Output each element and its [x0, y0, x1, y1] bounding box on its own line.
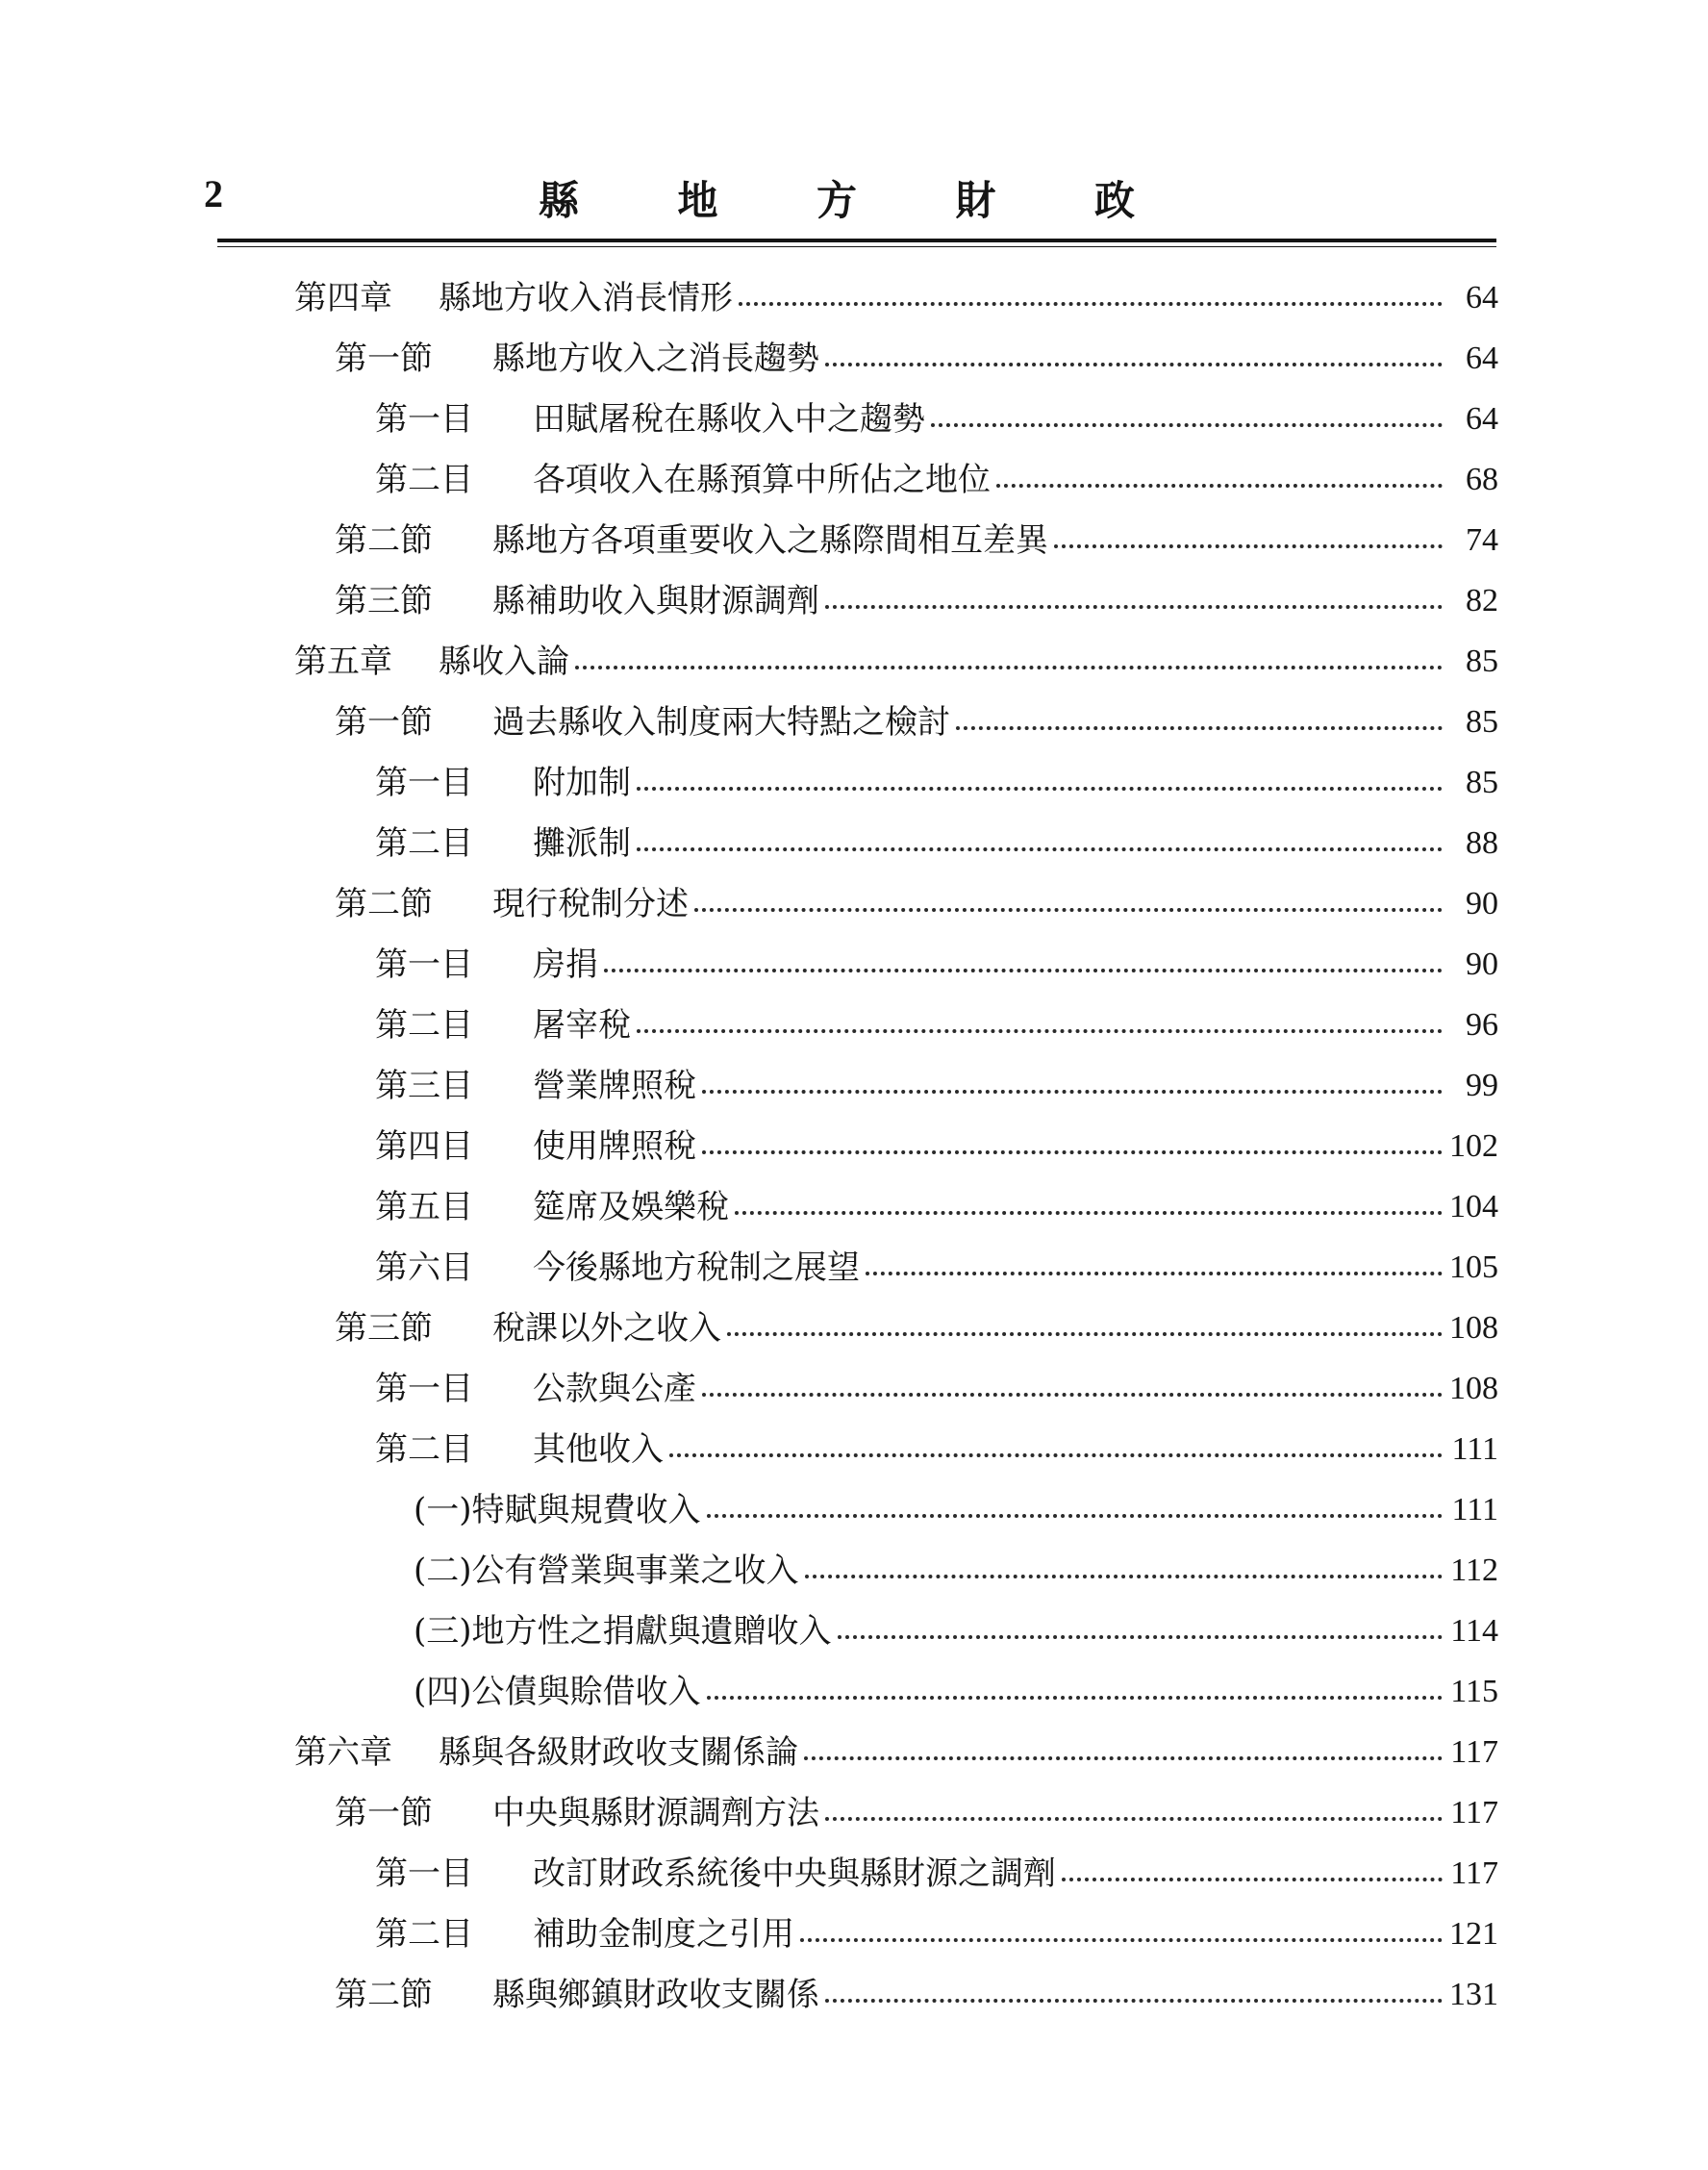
toc-entry-page-number: 99 [1466, 1068, 1498, 1103]
dot-leader [707, 1514, 1443, 1518]
dot-leader [702, 1150, 1443, 1154]
toc-entry-title: 附加制 [533, 764, 631, 802]
toc-entry-item [375, 817, 1498, 871]
toc-entry-label: 第二目 [375, 1006, 473, 1045]
toc-entry-label: 第一目 [375, 1855, 473, 1893]
toc-entry-item [375, 392, 1498, 446]
running-title-char: 地 [677, 177, 718, 224]
toc-entry-title: 屠宰稅 [533, 1006, 631, 1045]
toc-entry-label: 第三節 [335, 1309, 433, 1348]
dot-leader [825, 1817, 1443, 1821]
dot-leader [637, 787, 1443, 791]
toc-entry-item [375, 756, 1498, 810]
running-title-char: 方 [816, 177, 857, 224]
toc-entry-label: 第二目 [375, 461, 473, 499]
dot-leader [1054, 544, 1443, 548]
toc-entry-title: 營業牌照稅 [533, 1067, 696, 1105]
toc-entry-page-number: 85 [1466, 704, 1498, 740]
dot-leader [702, 1090, 1443, 1094]
toc-entry-label: 第二節 [335, 1976, 433, 2014]
toc-entry-chapter [294, 635, 1498, 689]
toc-entry-page-number: 102 [1449, 1128, 1498, 1164]
toc-entry-item [375, 1180, 1498, 1234]
dot-leader [702, 1393, 1443, 1397]
toc-entry-label: 第二節 [335, 521, 433, 560]
toc-entry-page-number: 114 [1450, 1613, 1498, 1649]
toc-entry-label: 第一目 [375, 764, 473, 802]
toc-entry-page-number: 68 [1466, 462, 1498, 497]
toc-entry-sub [414, 1544, 1498, 1598]
toc-entry-page-number: 90 [1466, 886, 1498, 921]
header-rule-thin [217, 246, 1496, 247]
toc-entry-item [375, 1241, 1498, 1295]
toc-entry-page-number: 112 [1450, 1552, 1498, 1588]
toc-entry-label: 第六章 [294, 1733, 392, 1772]
toc-entry-page-number: 121 [1449, 1916, 1498, 1952]
toc-entry-page-number: 88 [1466, 825, 1498, 861]
running-title-char: 財 [955, 177, 996, 224]
toc-entry-label: 第一節 [335, 703, 433, 742]
toc-entry-title: 筵席及娛樂稅 [533, 1188, 729, 1226]
toc-entry-label: 第二目 [375, 824, 473, 863]
toc-entry-page-number: 85 [1466, 765, 1498, 800]
toc-entry-page-number: 108 [1449, 1371, 1498, 1406]
toc-entry-page-number: 108 [1449, 1310, 1498, 1346]
toc-entry-title: 田賦屠稅在縣收入中之趨勢 [533, 400, 925, 439]
toc-entry-page-number: 85 [1466, 643, 1498, 679]
toc-entry-label: 第二節 [335, 885, 433, 923]
toc-entry-item [375, 1423, 1498, 1476]
toc-entry-item [375, 1907, 1498, 1961]
dot-leader [866, 1272, 1443, 1275]
dot-leader [1062, 1878, 1443, 1881]
toc-entry-page-number: 111 [1451, 1431, 1498, 1467]
toc-entry-title: 縣收入論 [439, 643, 569, 681]
toc-entry-page-number: 82 [1466, 583, 1498, 618]
toc-entry-label: 第一節 [335, 340, 433, 378]
toc-entry-label: 第四章 [294, 279, 392, 317]
toc-entry-title: 縣地方收入之消長趨勢 [492, 340, 819, 378]
toc-entry-title: (四)公債與賒借收入 [414, 1673, 701, 1711]
toc-entry-title: 中央與縣財源調劑方法 [492, 1794, 819, 1832]
toc-entry-section [335, 1786, 1498, 1840]
dot-leader [669, 1453, 1443, 1457]
toc-entry-page-number: 96 [1466, 1007, 1498, 1043]
toc-entry-title: (一)特賦與規費收入 [414, 1491, 701, 1529]
dot-leader [956, 726, 1443, 730]
toc-entry-label: 第一目 [375, 946, 473, 984]
toc-entry-title: 縣與鄉鎮財政收支關係 [492, 1976, 819, 2014]
running-title-char: 縣 [539, 177, 580, 224]
toc-entry-page-number: 104 [1449, 1189, 1498, 1224]
toc-entry-page-number: 105 [1449, 1249, 1498, 1285]
toc-entry-page-number: 64 [1466, 341, 1498, 376]
toc-entry-sub [414, 1483, 1498, 1537]
toc-entry-section [335, 332, 1498, 386]
toc-entry-label: 第三目 [375, 1067, 473, 1105]
toc-entry-title: 縣地方各項重要收入之縣際間相互差異 [492, 521, 1048, 560]
toc-entry-chapter [294, 1726, 1498, 1779]
toc-entry-title: 攤派制 [533, 824, 631, 863]
toc-entry-title: (二)公有營業與事業之收入 [414, 1552, 799, 1590]
toc-entry-item [375, 998, 1498, 1052]
toc-entry-page-number: 64 [1466, 280, 1498, 315]
toc-entry-sub [414, 1665, 1498, 1719]
toc-entry-label: 第三節 [335, 582, 433, 620]
dot-leader [825, 1999, 1443, 2003]
toc-entry-section [335, 1968, 1498, 2022]
dot-leader [931, 423, 1443, 427]
toc-entry-page-number: 131 [1449, 1977, 1498, 2012]
toc-entry-title: 稅課以外之收入 [492, 1309, 721, 1348]
toc-entry-label: 第二目 [375, 1430, 473, 1469]
toc-entry-title: 房捐 [533, 946, 598, 984]
running-title-char: 政 [1093, 177, 1135, 224]
toc-entry-page-number: 74 [1466, 522, 1498, 558]
dot-leader [707, 1696, 1443, 1700]
toc-entry-item [375, 1847, 1498, 1901]
toc-entry-title: 改訂財政系統後中央與縣財源之調劑 [533, 1855, 1056, 1893]
toc-entry-item [375, 938, 1498, 992]
toc-entry-title: (三)地方性之捐獻與遺贈收入 [414, 1612, 832, 1651]
dot-leader [804, 1756, 1443, 1760]
toc-entry-section [335, 514, 1498, 568]
toc-entry-label: 第一節 [335, 1794, 433, 1832]
toc-entry-page-number: 117 [1450, 1734, 1498, 1770]
toc-entry-title: 使用牌照稅 [533, 1127, 696, 1166]
toc-entry-title: 各項收入在縣預算中所佔之地位 [533, 461, 991, 499]
dot-leader [637, 1029, 1443, 1033]
header-rule-thick [217, 239, 1496, 242]
dot-leader [727, 1332, 1443, 1336]
toc-entry-page-number: 115 [1450, 1674, 1498, 1709]
toc-entry-title: 縣地方收入消長情形 [439, 279, 733, 317]
toc-entry-title: 過去縣收入制度兩大特點之檢討 [492, 703, 950, 742]
toc-entry-chapter [294, 271, 1498, 325]
toc-entry-title: 今後縣地方稅制之展望 [533, 1249, 860, 1287]
toc-entry-item [375, 453, 1498, 507]
toc-entry-section [335, 574, 1498, 628]
toc-entry-sub [414, 1604, 1498, 1658]
dot-leader [694, 908, 1443, 912]
dot-leader [575, 666, 1443, 669]
toc-entry-section [335, 695, 1498, 749]
page-number: 2 [204, 172, 223, 215]
toc-entry-title: 縣與各級財政收支關係論 [439, 1733, 798, 1772]
toc-entry-label: 第四目 [375, 1127, 473, 1166]
running-title [539, 169, 1135, 227]
dot-leader [805, 1575, 1443, 1578]
toc-entry-item [375, 1362, 1498, 1416]
toc-entry-label: 第一目 [375, 1370, 473, 1408]
dot-leader [739, 302, 1443, 306]
dot-leader [825, 605, 1443, 609]
toc-entry-title: 公款與公產 [533, 1370, 696, 1408]
dot-leader [838, 1635, 1443, 1639]
toc-entry-item [375, 1059, 1498, 1113]
toc-entry-label: 第六目 [375, 1249, 473, 1287]
toc-entry-page-number: 90 [1466, 946, 1498, 982]
dot-leader [825, 363, 1443, 366]
dot-leader [637, 847, 1443, 851]
dot-leader [996, 484, 1443, 488]
toc-entry-label: 第一目 [375, 400, 473, 439]
toc-entry-item [375, 1120, 1498, 1173]
toc-entry-page-number: 64 [1466, 401, 1498, 437]
toc-entry-label: 第五章 [294, 643, 392, 681]
dot-leader [800, 1938, 1443, 1942]
toc-entry-section [335, 1301, 1498, 1355]
dot-leader [604, 969, 1443, 972]
toc-entry-title: 縣補助收入與財源調劑 [492, 582, 819, 620]
toc-entry-page-number: 117 [1450, 1855, 1498, 1891]
dot-leader [735, 1211, 1443, 1215]
toc-entry-title: 其他收入 [533, 1430, 664, 1469]
toc-entry-section [335, 877, 1498, 931]
toc-entry-page-number: 117 [1450, 1795, 1498, 1830]
toc-entry-label: 第五目 [375, 1188, 473, 1226]
toc-entry-label: 第二目 [375, 1915, 473, 1954]
toc-entry-title: 現行稅制分述 [492, 885, 689, 923]
toc-entry-title: 補助金制度之引用 [533, 1915, 794, 1954]
toc-entry-page-number: 111 [1451, 1492, 1498, 1527]
